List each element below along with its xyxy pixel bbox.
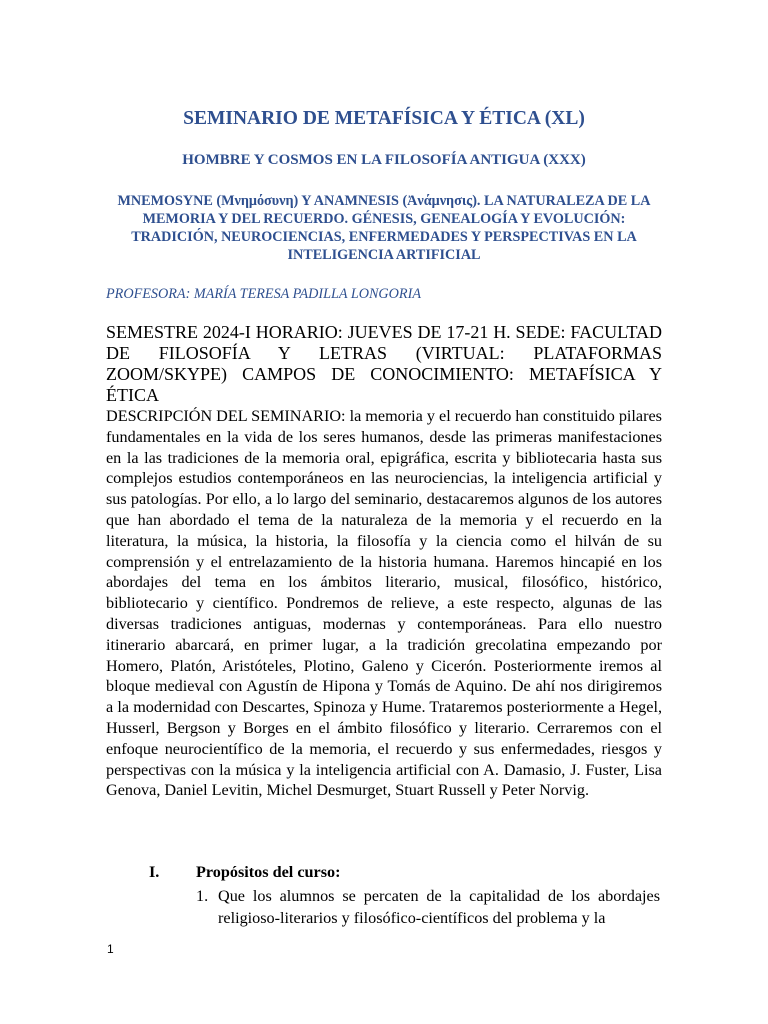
section-title: Propósitos del curso: bbox=[196, 863, 341, 881]
seminar-topic: MNEMOSYNE (Μνημόσυνη) Y ANAMNESIS (Ἀνάμνησις). LA NATURALEZA DE LA MEMORIA Y DEL RECUERDO. GÉNESIS, GENEALOGÍA Y EVOLUCIÓN: TRADICIÓN, NEUROCIENCIAS, ENFERMEDADES Y PERSPECTIVAS EN LA INTELIGENCIA ARTIFICIAL bbox=[117, 193, 651, 263]
list-item-text: Que los alumnos se percaten de la capitalidad de los abordajes religioso-literarios y filosófico-científicos del problema y la bbox=[218, 887, 660, 927]
seminar-description: DESCRIPCIÓN DEL SEMINARIO: la memoria y el recuerdo han constituido pilares fundamentales en la vida de los seres humanos, desde las primeras manifestaciones en la las tradiciones de la memoria oral, epigráfica, escrita y bibliotecaria hasta sus complejos estudios contemporáneos en las neurociencias, la inteligencia artificial y sus patologías. Por ello, a lo largo del seminario, destacaremos algunos de los autores que han abordado el tema de la naturaleza de la memoria y el recuerdo en la literatura, la música, la historia, la filosofía y la ciencia como el hilván de su comprensión y el entrelazamiento de la historia humana. Haremos hincapié en los abordajes del tema en los ámbitos literario, musical, filosófico, histórico, bibliotecario y científico. Pondremos de relieve, a este respecto, algunas de las diversas tradiciones antiguas, modernas y contemporáneas. Para ello nuestro itinerario abarcará, en primer lugar, a la tradición grecolatina empezando por Homero, Platón, Aristóteles, Plotino, Galeno y Cicerón. Posteriormente iremos al bloque medieval con Agustín de Hipona y Tomás de Aquino. De ahí nos dirigiremos a la modernidad con Descartes, Spinoza y Hume. Trataremos posteriormente a Hegel, Husserl, Bergson y Borges en el ámbito filosófico y literario. Cerraremos con el enfoque neurocientífico de la memoria, el recuerdo y sus enfermedades, riesgos y perspectivas con la música y la inteligencia artificial con A. Damasio, J. Fuster, Lisa Genova, Daniel Levitin, Michel Desmurget, Stuart Russell y Peter Norvig. bbox=[106, 407, 662, 800]
list-item-marker: 1. bbox=[196, 887, 209, 905]
professor-name: PROFESORA: MARÍA TERESA PADILLA LONGORIA bbox=[106, 286, 421, 302]
seminar-subtitle: HOMBRE Y COSMOS EN LA FILOSOFÍA ANTIGUA (XXX) bbox=[182, 152, 586, 168]
seminar-title: SEMINARIO DE METAFÍSICA Y ÉTICA (XL) bbox=[183, 108, 585, 129]
semester-info: SEMESTRE 2024-I HORARIO: JUEVES DE 17-21 H. SEDE: FACULTAD DE FILOSOFÍA Y LETRAS (VIRTUAL: PLATAFORMAS ZOOM/SKYPE) CAMPOS DE CONOCIMIENTO: METAFÍSICA Y ÉTICA bbox=[106, 322, 662, 405]
page-number: 1 bbox=[107, 942, 114, 956]
list-item bbox=[196, 885, 660, 929]
purposes-list bbox=[196, 885, 660, 929]
section-number: I. bbox=[149, 863, 160, 881]
